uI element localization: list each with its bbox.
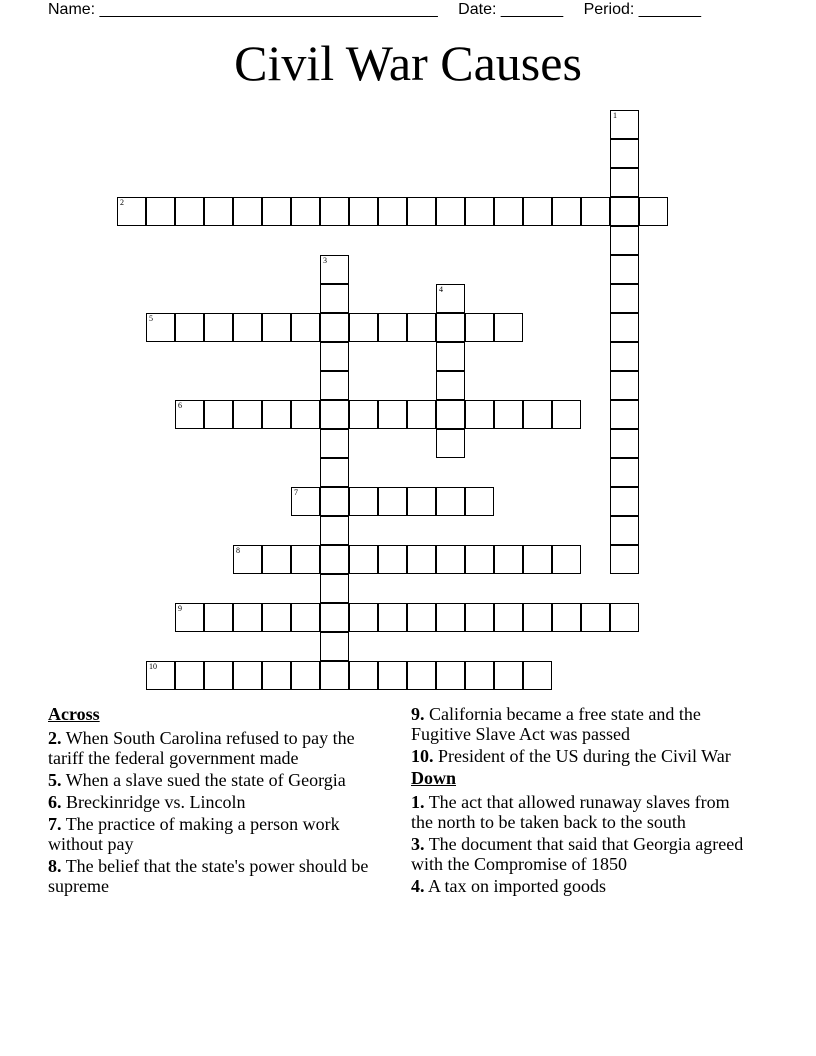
grid-cell[interactable] — [610, 342, 639, 371]
grid-cell[interactable] — [523, 603, 552, 632]
grid-cell[interactable] — [349, 661, 378, 690]
grid-cell[interactable] — [610, 400, 639, 429]
grid-cell[interactable] — [407, 197, 436, 226]
grid-cell[interactable] — [320, 400, 349, 429]
across-heading: Across — [48, 704, 100, 724]
grid-cell[interactable] — [291, 197, 320, 226]
grid-cell[interactable] — [436, 284, 465, 313]
grid-cell[interactable] — [175, 603, 204, 632]
clue-number: 2 — [120, 198, 124, 207]
grid-cell[interactable] — [378, 487, 407, 516]
grid-cell[interactable] — [552, 197, 581, 226]
grid-cell[interactable] — [320, 342, 349, 371]
grid-cell[interactable] — [610, 197, 639, 226]
grid-cell[interactable] — [523, 400, 552, 429]
clue-across-9: 9. California became a free state and the Fugitive Slave Act was passed — [411, 704, 701, 744]
clue-number: 7 — [294, 488, 298, 497]
grid-cell[interactable] — [465, 400, 494, 429]
grid-cell[interactable] — [552, 400, 581, 429]
grid-cell[interactable] — [291, 661, 320, 690]
clue-across-5: 5. When a slave sued the state of Georgia — [48, 770, 346, 790]
grid-cell[interactable] — [320, 661, 349, 690]
clues-right-column — [411, 704, 756, 898]
grid-cell[interactable] — [436, 603, 465, 632]
grid-cell[interactable] — [436, 487, 465, 516]
clues-left-column — [48, 704, 388, 898]
grid-cell[interactable] — [610, 545, 639, 574]
clue-down-1: 1. The act that allowed runaway slaves from the north to be taken back to the south — [411, 792, 730, 832]
grid-cell[interactable] — [581, 603, 610, 632]
grid-cell[interactable] — [552, 545, 581, 574]
grid-cell[interactable] — [320, 574, 349, 603]
grid-cell[interactable] — [204, 400, 233, 429]
grid-cell[interactable] — [407, 487, 436, 516]
grid-cell[interactable] — [610, 429, 639, 458]
grid-cell[interactable] — [407, 545, 436, 574]
grid-cell[interactable] — [204, 603, 233, 632]
grid-cell[interactable] — [465, 197, 494, 226]
grid-cell[interactable] — [610, 487, 639, 516]
grid-cell[interactable] — [233, 400, 262, 429]
grid-cell[interactable] — [610, 516, 639, 545]
grid-cell[interactable] — [349, 197, 378, 226]
grid-cell[interactable] — [610, 603, 639, 632]
grid-cell[interactable] — [349, 545, 378, 574]
grid-cell[interactable] — [320, 313, 349, 342]
grid-cell[interactable] — [175, 313, 204, 342]
grid-cell[interactable] — [610, 284, 639, 313]
grid-cell[interactable] — [494, 197, 523, 226]
grid-cell[interactable] — [581, 197, 610, 226]
grid-cell[interactable] — [262, 545, 291, 574]
grid-cell[interactable] — [233, 197, 262, 226]
grid-cell[interactable] — [262, 661, 291, 690]
grid-cell[interactable] — [204, 313, 233, 342]
grid-cell[interactable] — [320, 458, 349, 487]
clue-down-4: 4. A tax on imported goods — [411, 876, 607, 896]
grid-cell[interactable] — [262, 603, 291, 632]
grid-cell[interactable] — [262, 197, 291, 226]
grid-cell[interactable] — [494, 603, 523, 632]
grid-cell[interactable] — [407, 313, 436, 342]
grid-cell[interactable] — [465, 603, 494, 632]
grid-cell[interactable] — [436, 545, 465, 574]
grid-cell[interactable] — [407, 603, 436, 632]
grid-cell[interactable] — [436, 661, 465, 690]
grid-cell[interactable] — [349, 487, 378, 516]
grid-cell[interactable] — [378, 661, 407, 690]
grid-cell[interactable] — [233, 313, 262, 342]
clue-down-3: 3. The document that said that Georgia agreed with the Compromise of 1850 — [411, 834, 744, 874]
clue-number: 3 — [323, 256, 327, 265]
grid-cell[interactable] — [494, 400, 523, 429]
grid-cell[interactable] — [378, 545, 407, 574]
grid-cell[interactable] — [262, 313, 291, 342]
grid-cell[interactable] — [146, 661, 175, 690]
grid-cell[interactable] — [465, 661, 494, 690]
clue-number: 4 — [439, 285, 443, 294]
grid-cell[interactable] — [610, 139, 639, 168]
clue-number: 9 — [178, 604, 182, 613]
grid-cell[interactable] — [552, 603, 581, 632]
clue-number: 10 — [149, 662, 157, 671]
grid-cell[interactable] — [204, 197, 233, 226]
grid-cell[interactable] — [320, 255, 349, 284]
grid-cell[interactable] — [320, 429, 349, 458]
grid-cell[interactable] — [378, 603, 407, 632]
grid-cell[interactable] — [436, 197, 465, 226]
grid-cell[interactable] — [291, 487, 320, 516]
page-title: Civil War Causes — [234, 35, 582, 91]
grid-cell[interactable] — [291, 603, 320, 632]
grid-cell[interactable] — [349, 603, 378, 632]
grid-cell[interactable] — [610, 110, 639, 139]
clue-number: 5 — [149, 314, 153, 323]
grid-cell[interactable] — [610, 168, 639, 197]
grid-cell[interactable] — [175, 400, 204, 429]
grid-cell[interactable] — [610, 313, 639, 342]
grid-cell[interactable] — [523, 197, 552, 226]
down-heading: Down — [411, 768, 457, 788]
clue-number: 8 — [236, 546, 240, 555]
grid-cell[interactable] — [320, 284, 349, 313]
clue-number: 6 — [178, 401, 182, 410]
grid-cell[interactable] — [436, 429, 465, 458]
grid-cell[interactable] — [436, 400, 465, 429]
grid-cell[interactable] — [436, 371, 465, 400]
grid-cell[interactable] — [639, 197, 668, 226]
grid-cell[interactable] — [610, 226, 639, 255]
grid-cell[interactable] — [465, 313, 494, 342]
grid-cell[interactable] — [175, 197, 204, 226]
grid-cell[interactable] — [146, 313, 175, 342]
grid-cell[interactable] — [320, 545, 349, 574]
grid-cell[interactable] — [378, 197, 407, 226]
grid-cell[interactable] — [320, 197, 349, 226]
grid-cell[interactable] — [233, 603, 262, 632]
grid-cell[interactable] — [465, 487, 494, 516]
grid-cell[interactable] — [117, 197, 146, 226]
grid-cell[interactable] — [349, 400, 378, 429]
grid-cell[interactable] — [378, 400, 407, 429]
grid-cell[interactable] — [610, 371, 639, 400]
grid-cell[interactable] — [262, 400, 291, 429]
grid-cell[interactable] — [465, 545, 494, 574]
period-field[interactable]: Period: _______ — [583, 1, 702, 18]
grid-cell[interactable] — [407, 661, 436, 690]
grid-cell[interactable] — [233, 545, 262, 574]
name-field[interactable]: Name: ______________________________________ — [48, 1, 438, 18]
grid-cell[interactable] — [494, 545, 523, 574]
clue-across-7: 7. The practice of making a person work without pay — [48, 814, 340, 854]
grid-cell[interactable] — [349, 313, 378, 342]
grid-cell[interactable] — [291, 313, 320, 342]
clue-across-8: 8. The belief that the state's power should be supreme — [48, 856, 369, 896]
grid-cell[interactable] — [320, 632, 349, 661]
grid-cell[interactable] — [320, 516, 349, 545]
grid-cell[interactable] — [523, 661, 552, 690]
grid-cell[interactable] — [320, 371, 349, 400]
grid-cell[interactable] — [320, 603, 349, 632]
grid-cell[interactable] — [494, 313, 523, 342]
grid-cell[interactable] — [436, 342, 465, 371]
grid-cell[interactable] — [175, 661, 204, 690]
grid-cell[interactable] — [494, 661, 523, 690]
grid-cell[interactable] — [407, 400, 436, 429]
grid-cell[interactable] — [233, 661, 262, 690]
clue-number: 1 — [613, 111, 617, 120]
grid-cell[interactable] — [610, 255, 639, 284]
clue-across-6: 6. Breckinridge vs. Lincoln — [48, 792, 246, 812]
clue-across-10: 10. President of the US during the Civil War — [411, 746, 731, 766]
grid-cell[interactable] — [378, 313, 407, 342]
grid-cell[interactable] — [436, 313, 465, 342]
grid-cell[interactable] — [291, 545, 320, 574]
clue-across-2: 2. When South Carolina refused to pay the tariff the federal government made — [48, 728, 355, 768]
grid-cell[interactable] — [610, 458, 639, 487]
grid-cell[interactable] — [204, 661, 233, 690]
grid-cell[interactable] — [320, 487, 349, 516]
grid-cell[interactable] — [523, 545, 552, 574]
grid-cell[interactable] — [146, 197, 175, 226]
grid-cell[interactable] — [291, 400, 320, 429]
date-field[interactable]: Date: _______ — [458, 1, 564, 18]
